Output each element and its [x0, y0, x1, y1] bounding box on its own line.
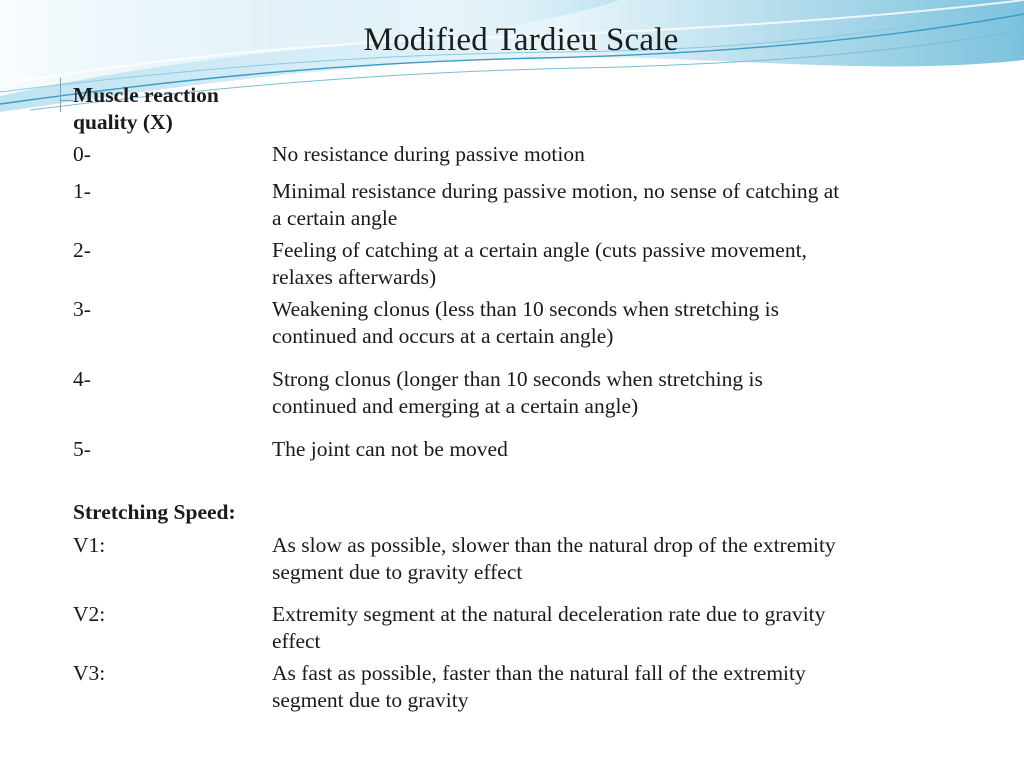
scale-description: Strong clonus (longer than 10 seconds when stretching is continued and emerging at a certain angle) — [272, 367, 763, 418]
speed-key: V1: — [73, 533, 106, 557]
speed-description: As slow as possible, slower than the natural drop of the extremity segment due to gravity effect — [272, 533, 836, 584]
scale-key: 4- — [73, 367, 91, 391]
scale-key: 1- — [73, 179, 91, 203]
scale-key: 2- — [73, 238, 91, 262]
muscle-reaction-heading-line2: quality (X) — [73, 110, 173, 134]
stretching-speed-heading: Stretching Speed: — [73, 500, 236, 524]
scale-key: 3- — [73, 297, 91, 321]
speed-description: As fast as possible, faster than the natural fall of the extremity segment due to gravity — [272, 661, 806, 712]
scale-description: Weakening clonus (less than 10 seconds when stretching is continued and occurs at a certain angle) — [272, 297, 779, 348]
scale-description: Feeling of catching at a certain angle (cuts passive movement, relaxes afterwards) — [272, 238, 807, 289]
scale-description: No resistance during passive motion — [272, 142, 585, 166]
scale-description: Minimal resistance during passive motion, no sense of catching at a certain angle — [272, 179, 840, 230]
scale-key: 0- — [73, 142, 91, 166]
muscle-reaction-heading-line1: Muscle reaction — [73, 83, 219, 107]
muscle-reaction-heading — [73, 82, 219, 136]
slide-title: Modified Tardieu Scale — [363, 22, 679, 58]
speed-description: Extremity segment at the natural deceleration rate due to gravity effect — [272, 602, 826, 653]
scale-description: The joint can not be moved — [272, 437, 508, 461]
scale-key: 5- — [73, 437, 91, 461]
speed-key: V3: — [73, 661, 106, 685]
speed-key: V2: — [73, 602, 106, 626]
